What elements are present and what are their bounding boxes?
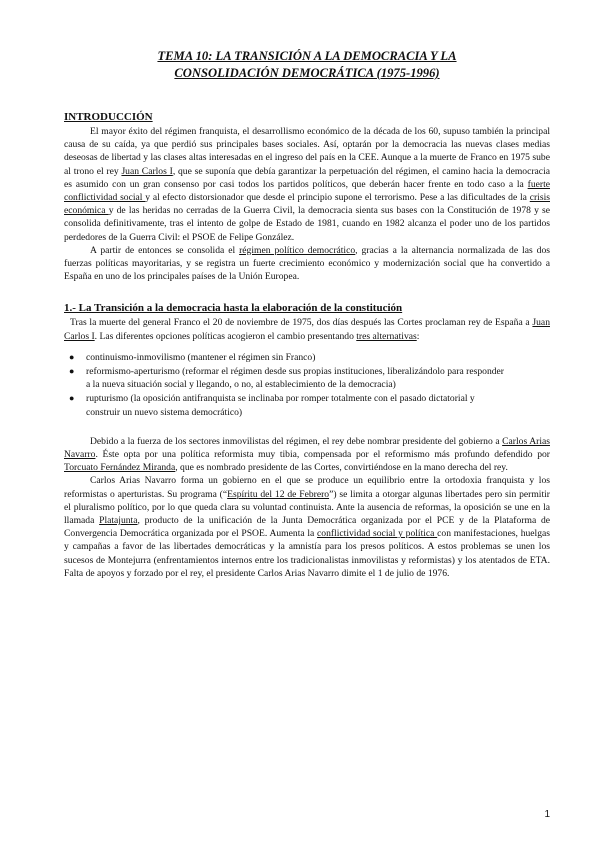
- title-line-2: CONSOLIDACIÓN DEMOCRÁTICA (1975-1996): [174, 66, 440, 80]
- list-item: ● continuismo-inmovilismo (mantener el régimen sin Franco): [69, 351, 316, 363]
- intro-paragraph-1: El mayor éxito del régimen franquista, el desarrollismo económico de la década de los 60, supuso también la principal causa de su caída, ya que perdió sus principales bases sociales. Así, optarán por la democracia las nuevas clases medias deseosas de libertad y las clases altas interesadas en el ingreso del país en la CEE. Aunque a la muerte de Franco en 1975 sube al trono el rey Juan Carlos I, que se suponía que debía garantizar la perpetuación del régimen, el camino hacia la democracia es asumido con un gran consenso por casi todos los partidos políticos, que deberán hacer frente en todo caso a la fuerte conflictividad social y al efecto distorsionador que desde el principio supone el terrorismo. Pese a las dificultades de la crisis económica y de las heridas no cerradas de la Guerra Civil, la democracia sienta sus bases con la Constitución de 1978 y se consolida definitivamente, tras el intento de golpe de Estado de 1981, cuando en 1982 alcanza el poder uno de los partidos perdedores de la Guerra Civil: el PSOE de Felipe González.: [64, 126, 550, 243]
- title-line-1: TEMA 10: LA TRANSICIÓN A LA DEMOCRACIA Y LA: [157, 49, 457, 63]
- term-conflictividad-politica: conflictividad social y política: [317, 528, 438, 540]
- document-title: [64, 48, 550, 82]
- term-tres-alternativas: tres alternativas: [356, 330, 417, 342]
- intro-paragraph-2: A partir de entonces se consolida el régimen político democrático, gracias a la alternancia normalizada de las dos fuerzas políticas mayoritarias, y se registra un fuerte crecimiento económico y modernización social que ha convertido a España en uno de los principales países de la Unión Europea.: [64, 244, 550, 283]
- bullet-icon: ●: [69, 366, 75, 377]
- bullet-icon: ●: [69, 351, 75, 362]
- term-crisis-economica: crisis económica: [64, 192, 550, 217]
- section-1-paragraph-3: Carlos Arias Navarro forma un gobierno en el que se produce un equilibrio entre la ortodoxia franquista y los reformistas o aperturistas. Su programa (“Espíritu del 12 de Febrero”) se limita a otorgar algunas libertades pero sin permitir el pluralismo político, por lo que queda clara su voluntad continuista. Ante la ausencia de reformas, la oposición se une en la llamada Platajunta, producto de la unificación de la Junta Democrática organizada por el PCE y de la Plataforma de Convergencia Democrática organizada por el PSOE. Aumenta la conflictividad social y política con manifestaciones, huelgas y campañas a favor de las libertades democráticas y la amnistía para los presos políticos. A estos problemas se unen los sucesos de Montejurra (enfrentamientos internos entre los tradicionalistas inmovilistas y reformistas) y los atentados de ETA. Falta de apoyos y forzado por el rey, el presidente Carlos Arias Navarro dimite el 1 de julio de 1976.: [64, 475, 550, 579]
- alternatives-list: [64, 351, 550, 419]
- term-fernandez-miranda: Torcuato Fernández Miranda: [64, 462, 176, 474]
- term-conflictividad-social: fuerte conflictividad social: [64, 178, 550, 204]
- section-1-paragraph-1: Tras la muerte del general Franco el 20 de noviembre de 1975, dos días después las Cortes proclaman rey de España a Juan Carlos I. Las diferentes opciones políticas acogieron el cambio presentando tres alternativas:: [64, 317, 550, 342]
- section-1-paragraph-2: Debido a la fuerza de los sectores inmovilistas del régimen, el rey debe nombrar presidente del gobierno a Carlos Arias Navarro. Éste opta por una política reformista muy tibia, compensada por el reformismo más profundo defendido por Torcuato Fernández Miranda, que es nombrado presidente de las Cortes, convirtiéndose en la mano derecha del rey.: [64, 435, 550, 474]
- link-juan-carlos-2: Juan Carlos I: [64, 317, 550, 342]
- intro-heading: INTRODUCCIÓN: [64, 111, 153, 123]
- link-juan-carlos: Juan Carlos I: [121, 165, 173, 177]
- list-item: ● reformismo-aperturismo (reformar el régimen desde sus propias instituciones, liberalizándolo para responder a la nueva situación social y llegando, o no, al establecimiento de la democracia): [69, 366, 504, 391]
- term-platajunta: Platajunta: [99, 515, 138, 527]
- list-item: ● rupturismo (la oposición antifranquista se inclinaba por romper totalmente con el pasado dictatorial y construir un nuevo sistema democrático): [69, 393, 475, 418]
- bullet-icon: ●: [69, 393, 75, 404]
- document-page: [64, 48, 550, 580]
- term-espiritu-12-febrero: Espíritu del 12 de Febrero: [227, 488, 330, 500]
- section-1-heading: 1.- La Transición a la democracia hasta la elaboración de la constitución: [64, 302, 403, 315]
- page-number: 1: [544, 809, 550, 820]
- term-arias-navarro: Carlos Arias Navarro: [64, 435, 550, 461]
- term-regimen-democratico: régimen político democrático: [239, 244, 356, 256]
